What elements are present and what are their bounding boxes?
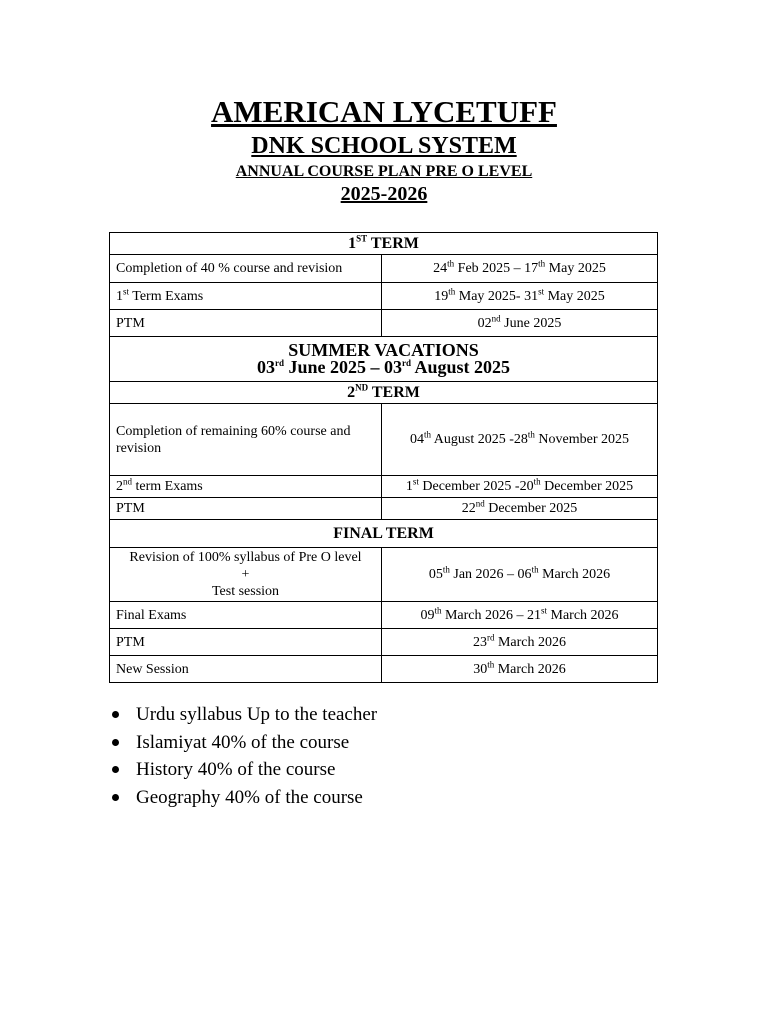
row-date: 22nd December 2025: [382, 498, 658, 520]
table-row: [110, 476, 658, 498]
term2-heading: 2ND TERM: [110, 382, 658, 404]
row-label: PTM: [110, 498, 382, 520]
table-row: [110, 629, 658, 656]
table-row: [110, 283, 658, 310]
row-label: PTM: [110, 310, 382, 337]
row-date: 19th May 2025- 31st May 2025: [382, 283, 658, 310]
term1-heading: 1ST TERM: [110, 233, 658, 255]
row-label: Completion of 40 % course and revision: [110, 255, 382, 283]
row-date: 23rd March 2026: [382, 629, 658, 656]
row-label: Final Exams: [110, 602, 382, 629]
list-item: Geography 40% of the course: [109, 784, 377, 812]
row-date: 05th Jan 2026 – 06th March 2026: [382, 548, 658, 602]
table-row: [110, 255, 658, 283]
final-header-row: [110, 520, 658, 548]
row-label: [110, 548, 382, 602]
school-title: AMERICAN LYCETUFF: [211, 94, 557, 129]
system-title: DNK SCHOOL SYSTEM: [251, 133, 517, 159]
bullet-icon: [112, 711, 119, 718]
row-date: 24th Feb 2025 – 17th May 2025: [382, 255, 658, 283]
table-row: [110, 498, 658, 520]
bullet-icon: [112, 794, 119, 801]
year-title: 2025-2026: [340, 183, 428, 205]
table-row: [110, 656, 658, 683]
table-row: [110, 310, 658, 337]
notes-list: [109, 701, 377, 811]
row-date: 04th August 2025 -28th November 2025: [382, 404, 658, 476]
vacation-title: SUMMER VACATIONS: [288, 340, 479, 360]
row-label: Completion of remaining 60% course and revision: [110, 404, 382, 476]
course-plan-table: [109, 232, 658, 683]
table-row: [110, 602, 658, 629]
bullet-icon: [112, 739, 119, 746]
row-date: 09th March 2026 – 21st March 2026: [382, 602, 658, 629]
row-date: 02nd June 2025: [382, 310, 658, 337]
final-heading: FINAL TERM: [110, 520, 658, 548]
vacation-dates: 03rd June 2025 – 03rd August 2025: [256, 357, 511, 377]
vacation-row: [110, 337, 658, 382]
row-label-line: Revision of 100% syllabus of Pre O level: [129, 550, 362, 565]
row-date: 1st December 2025 -20th December 2025: [382, 476, 658, 498]
list-item: Islamiyat 40% of the course: [109, 729, 377, 757]
table-row: [110, 404, 658, 476]
term1-header-row: [110, 233, 658, 255]
row-date: 30th March 2026: [382, 656, 658, 683]
list-item: Urdu syllabus Up to the teacher: [109, 701, 377, 729]
term2-header-row: [110, 382, 658, 404]
plan-title: ANNUAL COURSE PLAN PRE O LEVEL: [235, 163, 533, 180]
row-label: 1st Term Exams: [110, 283, 382, 310]
list-item: History 40% of the course: [109, 756, 377, 784]
row-label-line: +: [241, 567, 250, 582]
row-label-line: Test session: [211, 584, 280, 599]
vacation-heading: [110, 337, 658, 382]
row-label: New Session: [110, 656, 382, 683]
bullet-icon: [112, 766, 119, 773]
row-label: PTM: [110, 629, 382, 656]
table-row: [110, 548, 658, 602]
row-label: 2nd term Exams: [110, 476, 382, 498]
